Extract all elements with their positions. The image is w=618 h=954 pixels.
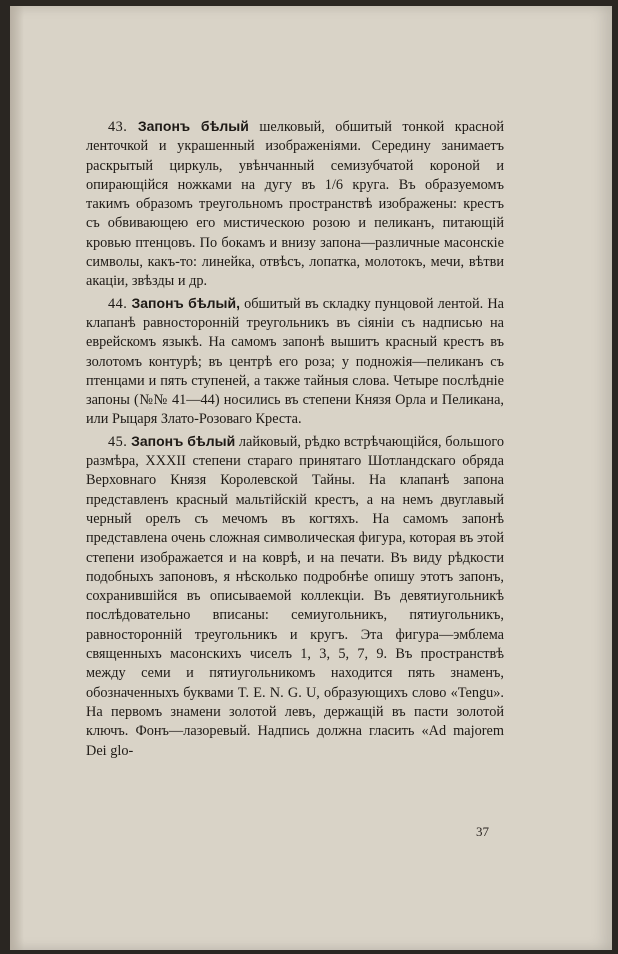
book-page	[10, 6, 612, 950]
catalog-entry-43	[86, 117, 504, 292]
page-number: 37	[476, 824, 489, 839]
page-gutter-shadow	[10, 6, 24, 950]
catalog-entry-44	[86, 294, 504, 430]
entry-heading: Запонъ бѣлый,	[131, 294, 240, 311]
entry-number: 43.	[108, 119, 128, 135]
entry-number: 44.	[108, 295, 128, 312]
entry-text: обшитый въ складку пунцовой лентой. На клапанѣ равносторонній треугольникъ въ сіяніи съ надписью на еврейскомъ языкѣ. На самомъ запонѣ вышитъ красный крестъ въ золотомъ контурѣ; въ центрѣ его роза; у подножія—пеликанъ съ птенцами и пять ступеней, а также тайныя слова. Четыре послѣдніе запоны (№№ 41—44) носились въ степени Князя Орла и Пеликана, или Рыцаря Злато-Розоваго Креста.	[86, 295, 504, 428]
catalog-entry-45	[86, 432, 504, 761]
entry-text: шелковый, обшитый тонкой красной ленточкой и украшенный изображеніями. Середину занимаетъ раскрытый циркуль, увѣнчанный семизубчатой короной и опирающійся ножками на дугу въ 1/6 круга. Въ образуемомъ такимъ образомъ треугольномъ пространствѣ изображены: крестъ съ обвивающею его мистическою розою и пеликанъ, питающій кровью птенцовъ. По бокамъ и внизу запона—различные масонскіе символы, какъ-то: линейка, отвѣсъ, лопатка, молотокъ, мечи, вѣтви акаціи, звѣзды и др.	[86, 119, 504, 290]
entry-heading: Запонъ бѣлый	[131, 432, 236, 449]
page-body-text	[86, 117, 504, 761]
entry-number: 45.	[108, 433, 128, 450]
entry-heading: Запонъ бѣлый	[137, 118, 249, 134]
entry-text: лайковый, рѣдко встрѣчающійся, большого размѣра, XXXII степени стараго принятаго Шотландскаго обряда Верховнаго Князя Королевской Тайны. На клапанѣ запона представленъ красный мальтійскій крестъ, а на немъ двуглавый черный орелъ съ мечомъ въ когтяхъ. На самомъ запонѣ представлена очень сложная символическая фигура, которая въ этой степени изображается и на коврѣ, и на печати. Въ виду рѣдкости подобныхъ запоновъ, я нѣсколько подробнѣе опишу этотъ запонъ, сохранившійся въ описываемой коллекціи. Въ девятиугольникѣ послѣдовательно вписаны: семиугольникъ, пятиугольникъ, равносторонній треугольникъ и кругъ. Эта фигура—эмблема священныхъ масонскихъ чиселъ 1, 3, 5, 7, 9. Въ пространствѣ между семи и пятиугольникомъ находится пять знаменъ, обозначенныхъ буквами T. E. N. G. U, образующихъ слово «Tengu». На первомъ знамени золотой левъ, держащій въ пасти золотой ключъ. Фонъ—лазоревый. Надпись должна гласить «Ad majorem Dei glo-	[86, 433, 504, 759]
